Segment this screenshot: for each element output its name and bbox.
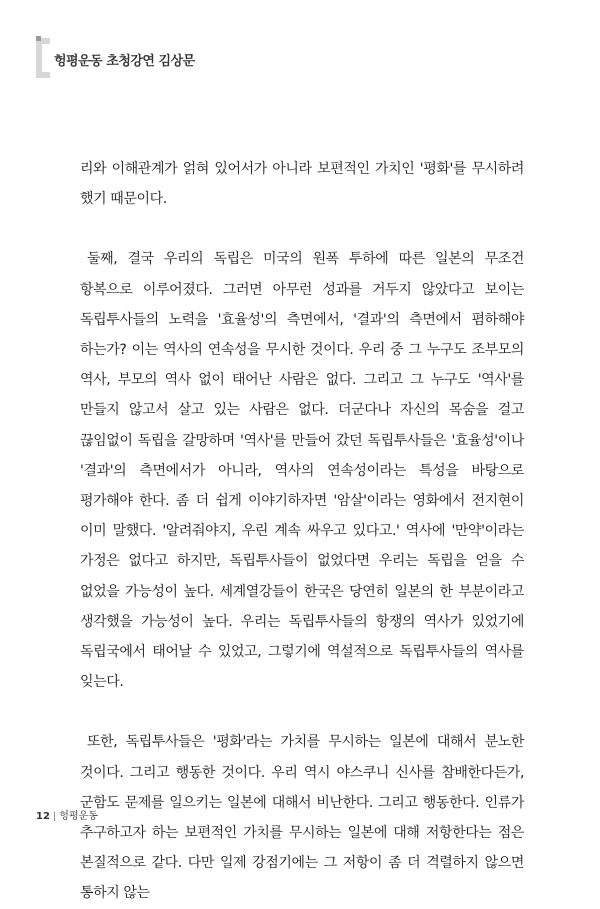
page-footer (36, 807, 98, 822)
page-number: 12 (36, 811, 50, 822)
paragraph-2: 둘째, 결국 우리의 독립은 미국의 원폭 투하에 따른 일본의 무조건 항복으로 이루어졌다. 그러면 아무런 성과를 거두지 않았다고 보이는 독립투사들의 노력을 '효율성'의 측면에서, '결과'의 측면에서 폄하해야 하는가? 이는 역사의 연속성을 무시한 것이다. 우리 중 그 누구도 조부모의 역사, 부모의 역사 없이 태어난 사람은 없다. 그리고 그 누구도 '역사'를 만들지 않고서 살고 있는 사람은 없다. 더군다나 자신의 목숨을 걸고 끊임없이 독립을 갈망하며 '역사'를 만들어 갔던 독립투사들은 '효율성'이나 '결과'의 측면에서가 아니라, 역사의 연속성이라는 특성을 바탕으로 평가해야 한다. 좀 더 쉽게 이야기하자면 '암살'이라는 영화에서 전지현이 이미 말했다. '알려줘야지, 우린 계속 싸우고 있다고.' 역사에 '만약'이라는 가정은 없다고 하지만, 독립투사들이 없었다면 우리는 독립을 얻을 수 없었을 가능성이 높다. 세계열강들이 한국은 당연히 일본의 한 부분이라고 생각했을 가능성이 높다. 우리는 독립투사들의 항쟁의 역사가 있었기에 독립국에서 태어날 수 있었고, 그렇기에 역설적으로 독립투사들의 역사를 잊는다. (80, 251, 524, 691)
paragraph-3: 또한, 독립투사들은 '평화'라는 가치를 무시하는 일본에 대해서 분노한 것이다. 그리고 행동한 것이다. 우리 역시 야스쿠니 신사를 참배한다든가, 군함도 문제를 일으키는 일본에 대해서 비난한다. 그리고 행동한다. 인류가 추구하고자 하는 보편적인 가치를 무시하는 일본에 대해 저항한다는 점은 본질적으로 같다. 다만 일제 강점기에는 그 저항이 좀 더 격렬하지 않으면 통하지 않는 (80, 734, 524, 902)
footer-section-title: 헝평운동 (59, 811, 98, 822)
footer-separator: | (52, 811, 57, 822)
paragraph-1: 리와 이해관계가 얽혀 있어서가 아니라 보편적인 가치인 '평화'를 무시하려 했기 때문이다. (80, 161, 524, 208)
body-text (80, 154, 524, 909)
header-corner-dot (36, 36, 41, 41)
running-header-title: 헝평운동 초청강연 김상문 (54, 54, 195, 69)
header-corner-bracket (36, 38, 50, 78)
